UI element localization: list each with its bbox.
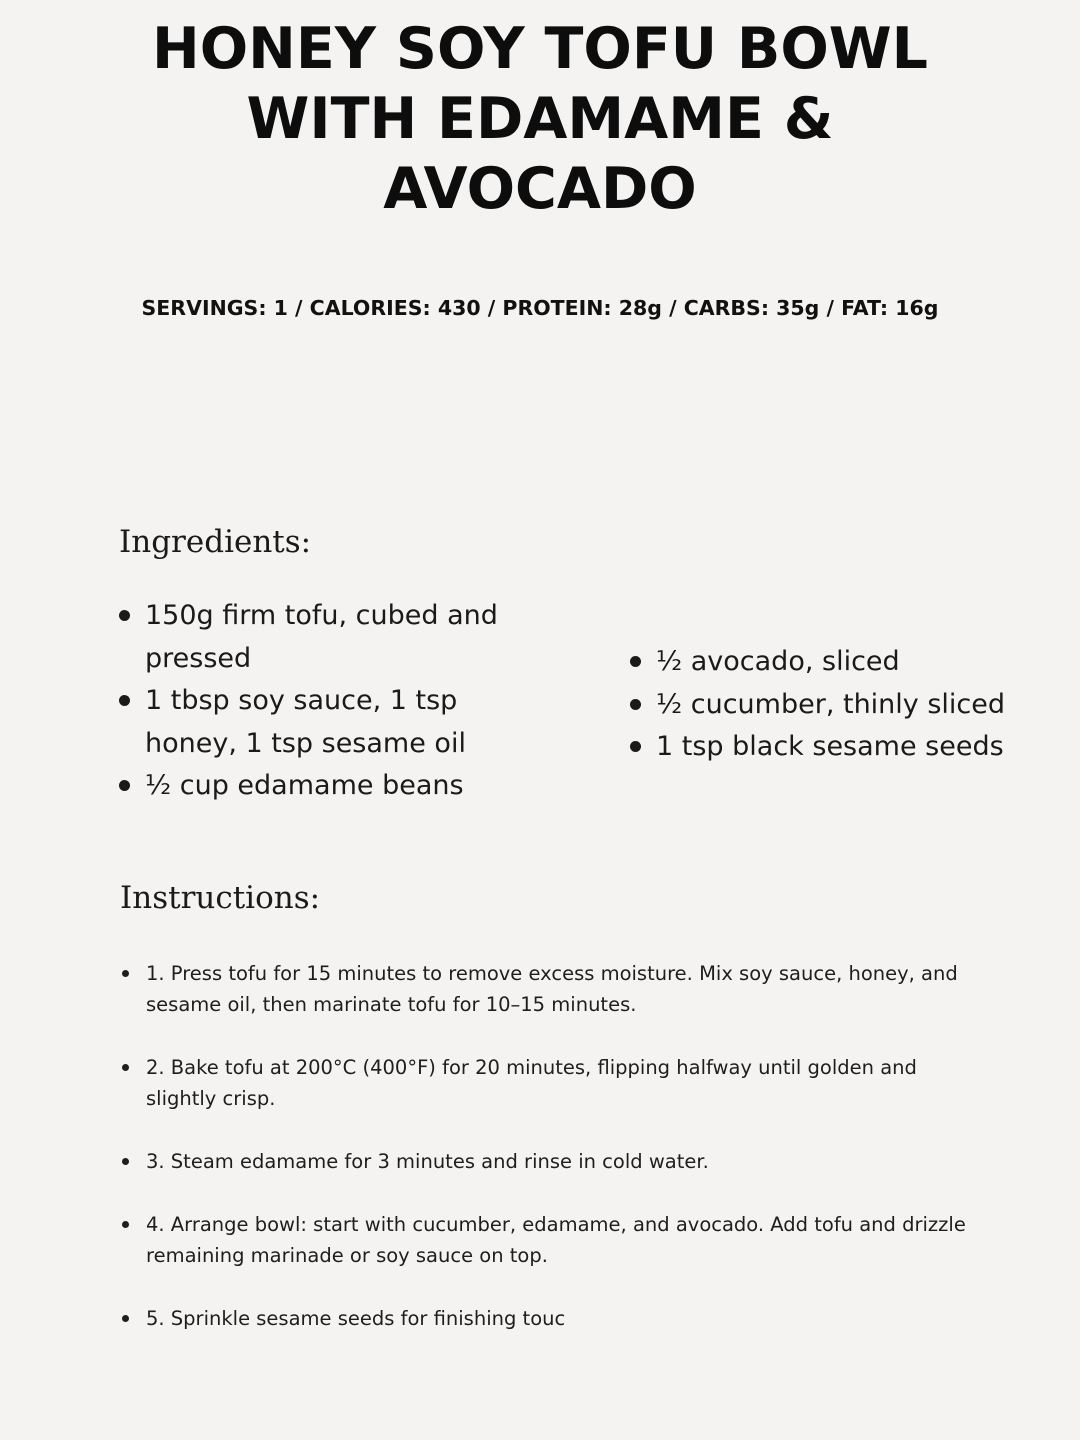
- bullet-icon: [119, 610, 130, 621]
- instructions-list: [122, 958, 972, 1366]
- ingredient-item: [630, 726, 1050, 769]
- instruction-text: 4. Arrange bowl: start with cucumber, edamame, and avocado. Add tofu and drizzle remaining marinade or soy sauce on top.: [146, 1213, 966, 1267]
- ingredient-text: ½ cucumber, thinly sliced: [656, 688, 1006, 720]
- instruction-step: [122, 1052, 972, 1114]
- bullet-icon: [122, 970, 129, 977]
- instruction-text: 2. Bake tofu at 200°C (400°F) for 20 minutes, flipping halfway until golden and slightly crisp.: [146, 1056, 917, 1110]
- bullet-icon: [630, 699, 641, 710]
- recipe-title-line: WITH EDAMAME &: [246, 86, 834, 152]
- ingredients-heading: Ingredients:: [119, 524, 312, 560]
- bullet-icon: [119, 695, 130, 706]
- ingredient-item: [630, 684, 1050, 727]
- instructions-heading: Instructions:: [120, 880, 321, 916]
- instruction-text: 1. Press tofu for 15 minutes to remove excess moisture. Mix soy sauce, honey, and sesame oil, then marinate tofu for 10–15 minutes.: [146, 962, 958, 1016]
- ingredient-text: 1 tbsp soy sauce, 1 tsp honey, 1 tsp sesame oil: [145, 685, 466, 759]
- bullet-icon: [122, 1221, 129, 1228]
- instruction-step: [122, 1146, 972, 1177]
- instruction-step: [122, 958, 972, 1020]
- ingredient-text: ½ cup edamame beans: [145, 770, 464, 801]
- ingredient-item: [119, 680, 499, 765]
- ingredients-list-right: [630, 641, 1050, 769]
- nutrition-summary: SERVINGS: 1 / CALORIES: 430 / PROTEIN: 28g / CARBS: 35g / FAT: 16g: [141, 296, 939, 320]
- ingredient-text: ½ avocado, sliced: [656, 646, 900, 677]
- bullet-icon: [119, 780, 130, 791]
- ingredient-text: 150g firm tofu, cubed and pressed: [145, 600, 498, 674]
- ingredient-item: [630, 641, 1050, 684]
- instruction-step: [122, 1303, 972, 1334]
- recipe-title-line: AVOCADO: [383, 156, 697, 222]
- ingredients-list-left: [119, 595, 499, 808]
- ingredient-item: [119, 765, 499, 808]
- bullet-icon: [122, 1158, 129, 1165]
- bullet-icon: [630, 656, 641, 667]
- recipe-title: [100, 14, 980, 224]
- ingredient-item: [119, 595, 499, 680]
- recipe-title-line: HONEY SOY TOFU BOWL: [151, 16, 928, 82]
- bullet-icon: [122, 1064, 129, 1071]
- bullet-icon: [122, 1315, 129, 1322]
- instruction-text: 3. Steam edamame for 3 minutes and rinse in cold water.: [146, 1150, 709, 1173]
- instruction-text: 5. Sprinkle sesame seeds for finishing touc: [146, 1307, 566, 1330]
- ingredient-text: 1 tsp black sesame seeds: [656, 731, 1004, 762]
- instruction-step: [122, 1209, 972, 1271]
- bullet-icon: [630, 741, 641, 752]
